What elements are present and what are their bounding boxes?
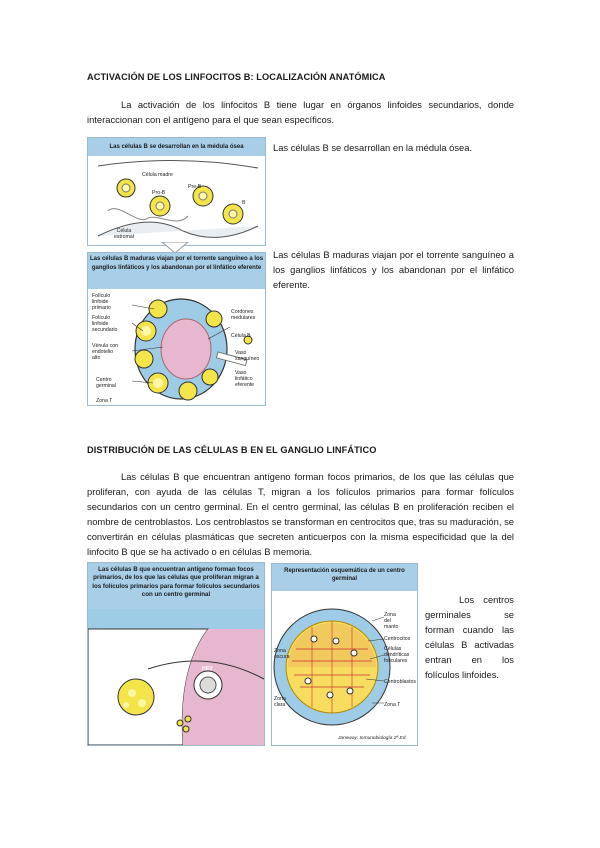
section1-paragraph: La activación de los linfocitos B tiene lugar en órganos linfoides secundarios, donde interaccionan con el antígeno para el que sean específicos. — [87, 99, 514, 125]
primary-focus-illustration — [88, 609, 264, 745]
bm-label-b: B — [242, 200, 246, 206]
bm-label-stromal: Célula estromal — [114, 228, 134, 240]
lymph-node-figure — [87, 252, 266, 406]
germinal-center-figure-title: Representación esquemática de un centro germinal — [272, 564, 417, 591]
bone-marrow-figure — [87, 137, 266, 246]
ln-label-medullary-cords: Cordones medulares — [231, 309, 256, 321]
bm-label-stem: Célula madre — [142, 172, 173, 178]
primary-focus-figure-title: Las células B que encuentran antígeno forman focos primarios, de los que las células que proliferan migran a los folículos primarios para formar folículos secundarios con un centro germinal — [88, 563, 264, 612]
bone-marrow-figure-title: Las células B se desarrollan en la médula ósea — [88, 138, 265, 156]
ln-label-hev: Vénula con endotelio alto — [92, 343, 118, 361]
bm-label-prob: Pro-B — [152, 190, 166, 196]
ln-label-t-zone: Zona T — [96, 398, 113, 404]
section1-heading: ACTIVACIÓN DE LOS LINFOCITOS B: LOCALIZACIÓN ANATÓMICA — [87, 72, 386, 82]
ln-label-secondary-follicle: Folículo linfoide secundario — [92, 315, 118, 333]
caption-bone-marrow: Las células B se desarrollan en la médula ósea. — [273, 142, 473, 153]
gc-label-light-zone: Zona clara — [274, 696, 286, 708]
primary-focus-figure — [87, 562, 265, 746]
gc-label-centrocytes: Centrocitos — [384, 636, 411, 642]
ln-label-b-cell: Célula B — [231, 333, 251, 339]
germinal-center-figure — [271, 563, 418, 746]
hev-label: HEV — [202, 666, 213, 672]
lymph-node-figure-title: Las células B maduras viajan por el torrente sanguíneo a los ganglios linfáticos y los abandonan por el linfático eferente — [88, 253, 265, 289]
caption-germinal-centers: Los centros germinales se forman cuando las células B activadas entran en los folículos linfoides. — [425, 594, 514, 680]
section2-paragraph: Las células B que encuentran antígeno forman focos primarios, de los que las células que proliferan, con ayuda de las células T, migran a los folículos primarios para formar folículos secundarios con un centro germinal. En el centro germinal, las células B en proliferación reciben el nombre de centroblastos. Los centroblastos se transforman en centrocitos que, tras su maduración, se convertirán en células plasmáticas que secreten anticuerpos con la misma especificidad que la del linfocito B que se ha activado o en células B memoria. — [87, 471, 514, 557]
gc-source: Janeway: Inmunobiología 2ª Ed. — [338, 736, 407, 741]
caption-lymph-node: Las células B maduras viajan por el torrente sanguíneo a los ganglios linfáticos y los abandonan por el linfático eferente. — [273, 249, 514, 290]
ln-label-efferent-lymphatic: Vaso linfático eferente — [235, 370, 255, 388]
ln-label-blood-vessel: Vaso sanguíneo — [235, 350, 260, 362]
ln-label-primary-follicle: Folículo linfoide primario — [92, 293, 111, 311]
gc-label-mantle: Zona del manto — [384, 612, 399, 630]
bm-label-preb: Pre-B — [188, 184, 202, 190]
gc-label-centroblasts: Centroblastos — [384, 679, 417, 685]
gc-label-fdc: Células dendríticas foliculares — [384, 646, 410, 664]
section2-heading: DISTRIBUCIÓN DE LAS CÉLULAS B EN EL GANGLIO LINFÁTICO — [87, 445, 377, 455]
ln-label-germinal-center: Centro germinal — [96, 377, 116, 389]
gc-label-dark-zone: Zona oscura — [274, 648, 290, 660]
gc-label-t-zone: Zona T — [384, 702, 401, 708]
